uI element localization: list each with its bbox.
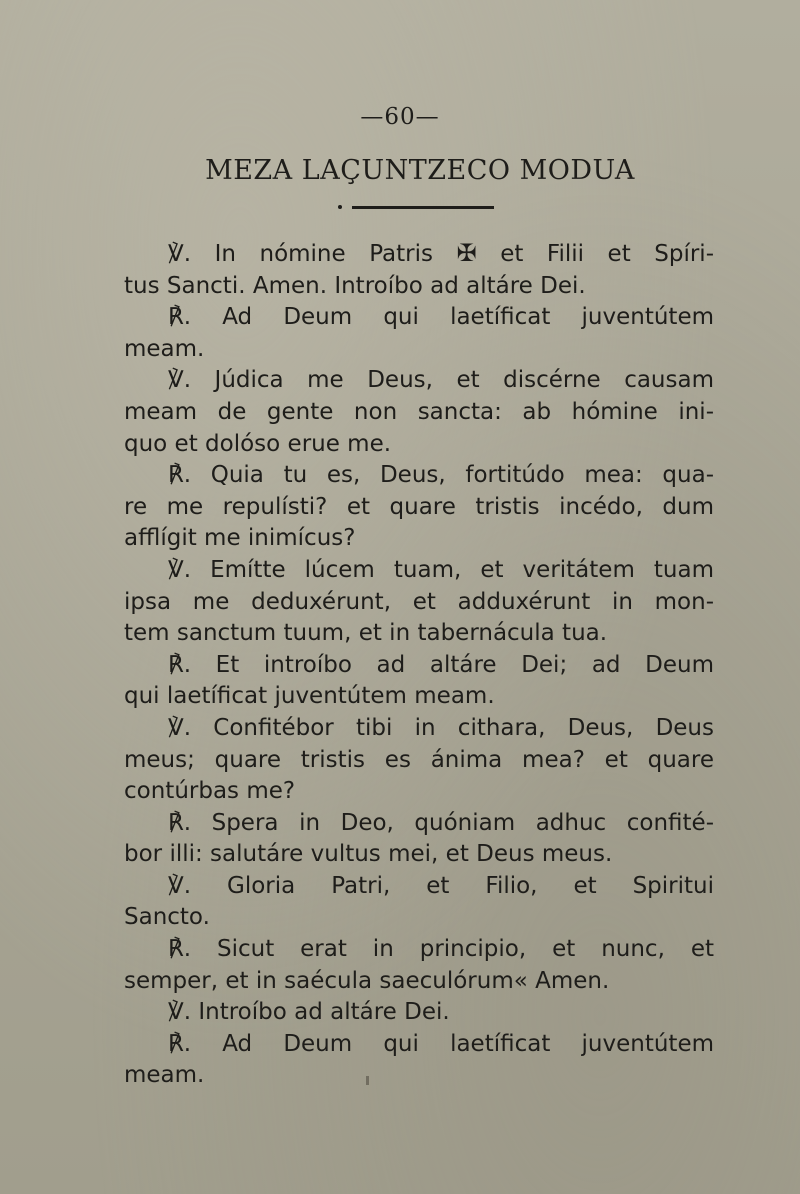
text-line: meam de gente non sancta: ab hómine ini-	[124, 398, 714, 425]
versicle-line: ℟. Sicut erat in principio, et nunc, et	[168, 936, 714, 963]
page-number: —60—	[360, 104, 440, 130]
versicle-line: ℟. Spera in Deo, quóniam adhuc confité-	[168, 809, 714, 836]
text-line: ipsa me deduxérunt, et adduxérunt in mon-	[124, 588, 714, 615]
text-line: meus; quare tristis es ánima mea? et quare	[124, 746, 714, 773]
text-line: tus Sancti. Amen. Introíbo ad altáre Dei.	[124, 272, 586, 299]
text-line: meam.	[124, 1062, 205, 1089]
text-line: afflígit me inimícus?	[124, 525, 356, 552]
versicle-line: ℣. Introíbo ad altáre Dei.	[168, 999, 450, 1026]
versicle-line: ℣. Confitébor tibi in cithara, Deus, Deus	[168, 714, 714, 741]
divider-dot	[338, 205, 342, 209]
versicle-line: ℣. Emítte lúcem tuam, et veritátem tuam	[168, 556, 714, 583]
versicle-line: ℟. Et introíbo ad altáre Dei; ad Deum	[168, 651, 714, 678]
versicle-line: ℣. Gloria Patri, et Filio, et Spiritui	[168, 872, 714, 899]
versicle-line	[124, 238, 714, 271]
page-title: MEZA LAÇUNTZECO MODUA	[205, 155, 635, 186]
text-line: contúrbas me?	[124, 778, 296, 805]
cross-icon: ✠	[456, 239, 477, 267]
text-line: semper, et in saécula saeculórum« Amen.	[124, 967, 610, 994]
text-line: qui laetíficat juventútem meam.	[124, 683, 495, 710]
versicle-line: ℣. Júdica me Deus, et discérne causam	[168, 367, 714, 394]
liturgical-text	[124, 238, 714, 1092]
text-line: tem sanctum tuum, et in tabernácula tua.	[124, 620, 608, 647]
versicle-line: ℟. Quia tu es, Deus, fortitúdo mea: qua-	[168, 462, 714, 489]
line-text: et Filii et Spíri-	[500, 241, 715, 267]
text-line: Sancto.	[124, 904, 210, 931]
line-text: ℣. In nómine Patris	[168, 241, 433, 267]
text-line: bor illi: salutáre vultus mei, et Deus meus.	[124, 841, 613, 868]
text-line: quo et dolóso erue me.	[124, 430, 392, 457]
text-line: re me repulísti? et quare tristis incédo, dum	[124, 493, 714, 520]
paper-speck	[366, 1076, 369, 1085]
text-line: meam.	[124, 335, 205, 362]
title-divider	[352, 206, 494, 209]
versicle-line: ℟. Ad Deum qui laetíficat juventútem	[168, 304, 714, 331]
versicle-line: ℟. Ad Deum qui laetíficat juventútem	[168, 1030, 714, 1057]
